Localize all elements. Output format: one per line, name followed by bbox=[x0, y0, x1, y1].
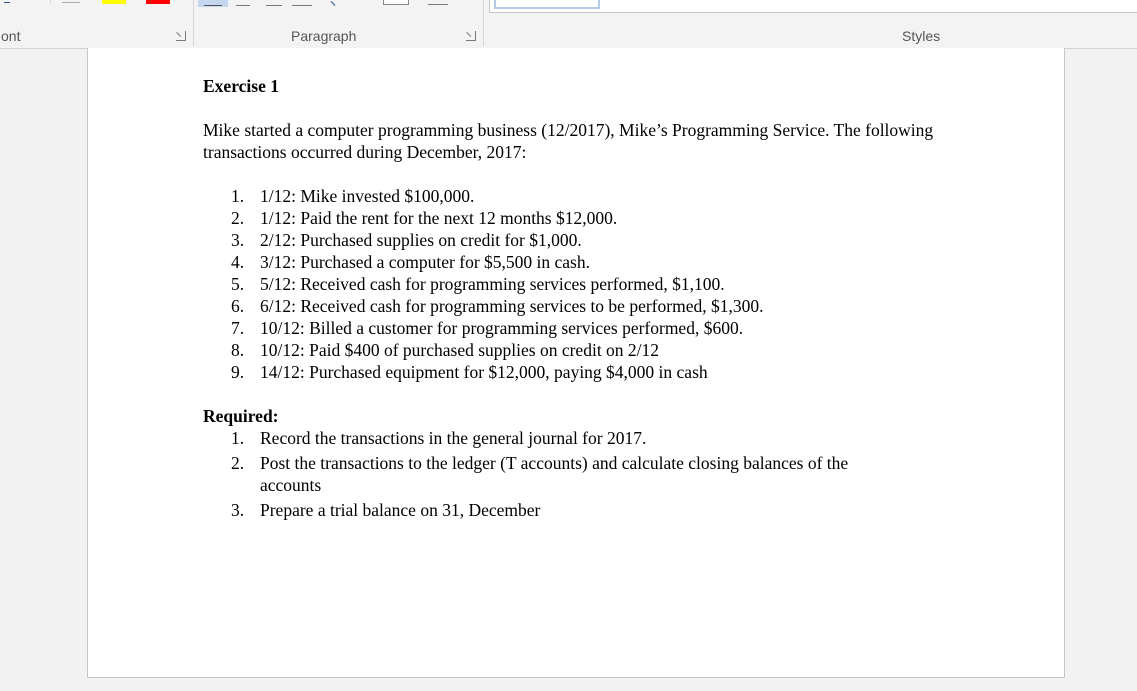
paragraph-dialog-launcher-icon[interactable] bbox=[466, 31, 476, 41]
list-item-text: 1/12: Paid the rent for the next 12 months $12,000. bbox=[260, 208, 618, 228]
list-item bbox=[203, 499, 910, 521]
shading-button[interactable] bbox=[383, 0, 409, 5]
font-color-icon[interactable] bbox=[146, 0, 170, 4]
list-item-text: 10/12: Billed a customer for programming services performed, $600. bbox=[260, 318, 744, 338]
list-item bbox=[203, 317, 763, 339]
ribbon-group-separator bbox=[193, 0, 194, 46]
list-item-text: 1/12: Mike invested $100,000. bbox=[260, 186, 475, 206]
list-number: 3. bbox=[231, 230, 245, 250]
list-item-text: 14/12: Purchased equipment for $12,000, paying $4,000 in cash bbox=[260, 362, 708, 382]
line-spacing-icon[interactable] bbox=[331, 1, 336, 6]
ribbon-group-separator bbox=[483, 0, 484, 46]
list-item bbox=[203, 251, 763, 273]
list-item bbox=[203, 185, 763, 207]
ribbon-toolbar bbox=[0, 0, 1137, 26]
justify-icon[interactable] bbox=[292, 5, 312, 6]
list-number: 2. bbox=[231, 208, 245, 228]
list-item-text: Record the transactions in the general journal for 2017. bbox=[260, 428, 647, 448]
list-number: 4. bbox=[231, 252, 245, 272]
paragraph-group-label: Paragraph bbox=[291, 28, 357, 44]
list-item bbox=[203, 339, 763, 361]
font-size-fragment-icon[interactable] bbox=[4, 2, 10, 3]
list-item bbox=[203, 229, 763, 251]
ribbon-separator bbox=[50, 0, 51, 4]
highlight-color-icon[interactable] bbox=[102, 0, 126, 4]
list-number: 6. bbox=[231, 296, 245, 316]
intro-paragraph: Mike started a computer programming business (12/2017), Mike’s Programming Service. The following transactions occurred during December, 2017: bbox=[203, 120, 934, 162]
list-item-text: 5/12: Received cash for programming services performed, $1,100. bbox=[260, 274, 725, 294]
list-number: 1. bbox=[231, 428, 245, 448]
list-item-text: 2/12: Purchased supplies on credit for $1,000. bbox=[260, 230, 582, 250]
list-item bbox=[203, 452, 910, 496]
borders-icon[interactable] bbox=[428, 4, 448, 5]
list-number: 3. bbox=[231, 500, 245, 520]
styles-group-label: Styles bbox=[902, 28, 941, 44]
list-item bbox=[203, 361, 763, 383]
list-item-text: 6/12: Received cash for programming services to be performed, $1,300. bbox=[260, 296, 764, 316]
required-heading: Required: bbox=[203, 406, 279, 426]
list-item-text: Prepare a trial balance on 31, December bbox=[260, 500, 541, 520]
list-item bbox=[203, 207, 763, 229]
list-number: 8. bbox=[231, 340, 245, 360]
list-number: 2. bbox=[231, 453, 245, 473]
list-item-text: Post the transactions to the ledger (T accounts) and calculate closing balances of the accounts bbox=[260, 453, 849, 495]
list-number: 5. bbox=[231, 274, 245, 294]
ribbon bbox=[0, 0, 1137, 49]
required-list bbox=[203, 427, 910, 524]
list-number: 7. bbox=[231, 318, 245, 338]
exercise-title: Exercise 1 bbox=[203, 76, 279, 96]
align-center-icon[interactable] bbox=[236, 5, 250, 6]
style-normal-selected[interactable] bbox=[494, 0, 600, 9]
align-left-icon bbox=[204, 5, 222, 6]
list-item-text: 10/12: Paid $400 of purchased supplies on credit on 2/12 bbox=[260, 340, 660, 360]
font-group-label: ont bbox=[1, 28, 21, 44]
list-number: 9. bbox=[231, 362, 245, 382]
list-item bbox=[203, 295, 763, 317]
list-item bbox=[203, 273, 763, 295]
document-page[interactable] bbox=[87, 48, 1065, 678]
transactions-list bbox=[203, 185, 763, 383]
list-item bbox=[203, 427, 910, 449]
font-dialog-launcher-icon[interactable] bbox=[176, 31, 186, 41]
list-item-text: 3/12: Purchased a computer for $5,500 in cash. bbox=[260, 252, 590, 272]
list-number: 1. bbox=[231, 186, 245, 206]
strikethrough-icon[interactable] bbox=[62, 2, 80, 3]
align-right-icon[interactable] bbox=[266, 5, 282, 6]
